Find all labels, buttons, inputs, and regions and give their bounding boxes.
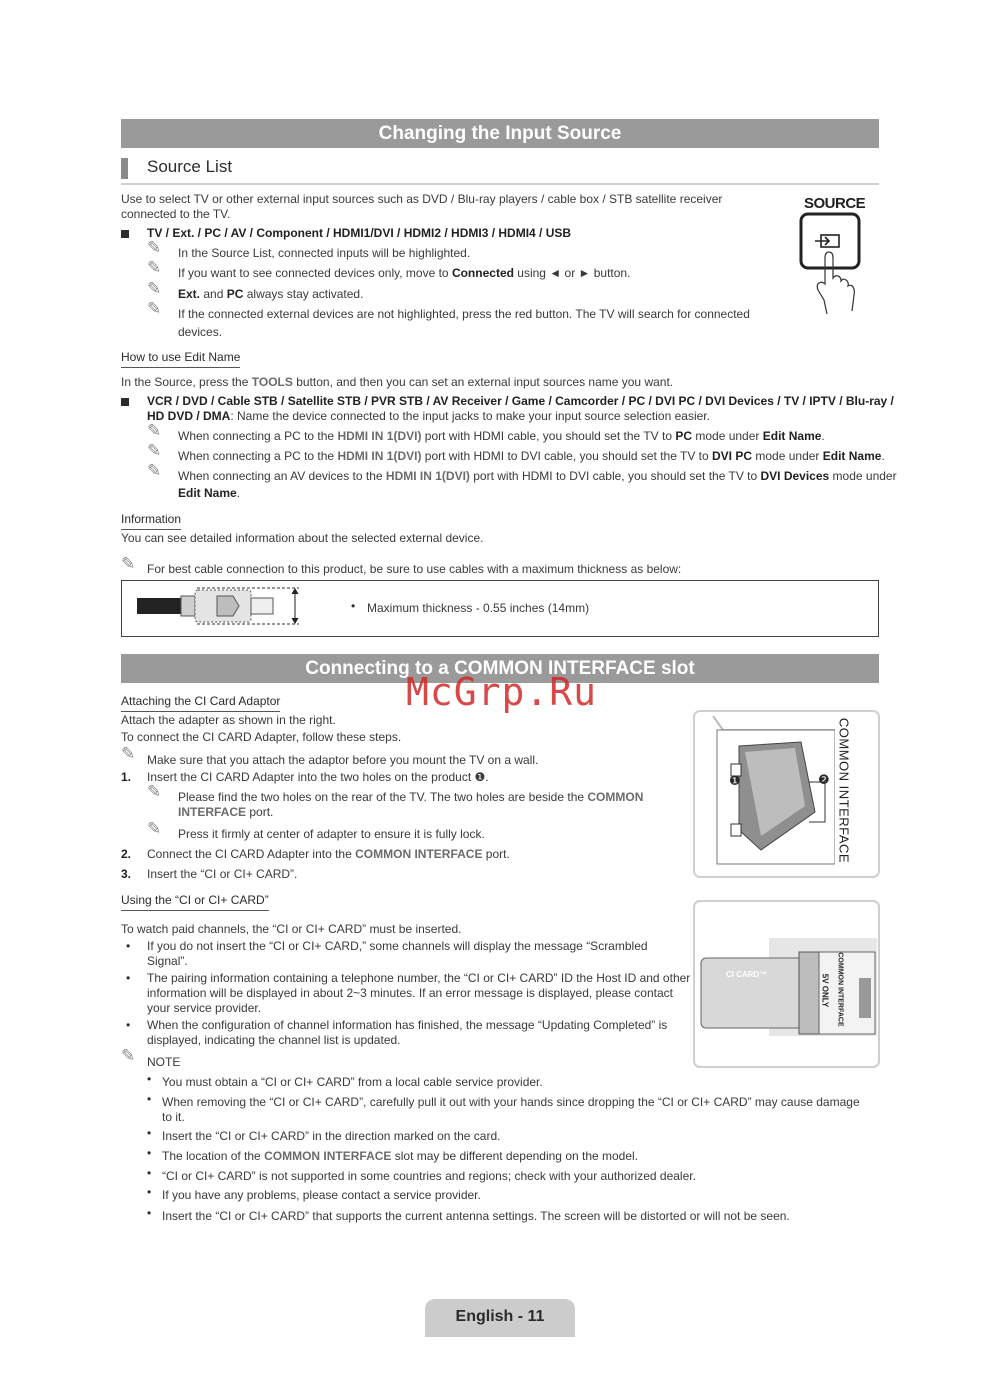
note-pencil-icon: ✎ — [147, 421, 162, 440]
edit-name-list-1: VCR / DVD / Cable STB / Satellite STB / PVR STB / AV Receiver / Game / Camcorder / PC / DVI PC / DVI Devices / TV / IPTV / Blu-ray / — [147, 394, 894, 408]
cable-note: For best cable connection to this product, be sure to use cables with a maximum thickness as below: — [147, 562, 682, 576]
note-pencil-icon: ✎ — [147, 299, 162, 318]
note-bullet-7: Insert the “CI or CI+ CARD” that supports the current antenna settings. The screen will be distorted or will not be seen. — [162, 1209, 790, 1223]
note-pencil-icon: ✎ — [147, 782, 162, 801]
note-always-active: Ext. and PC always stay activated. — [178, 287, 364, 301]
note-red-button-1: If the connected external devices are not highlighted, press the red button. The TV will search for connected — [178, 307, 750, 321]
ci-adapter-illustration — [705, 716, 835, 868]
note-pencil-icon: ✎ — [147, 461, 162, 480]
step-number: 3. — [121, 867, 132, 881]
step-number: 2. — [121, 847, 132, 861]
ci-card-illustration — [699, 938, 877, 1036]
bullet-dot: • — [126, 939, 131, 953]
note-pencil-icon: ✎ — [121, 744, 136, 763]
note-bullet-1: You must obtain a “CI or CI+ CARD” from a local cable service provider. — [162, 1075, 543, 1089]
note-pencil-icon: ✎ — [121, 1046, 136, 1065]
bullet-square — [121, 230, 129, 238]
using-bullet-2a: The pairing information containing a telephone number, the “CI or CI+ CARD” ID the Host ID and other — [147, 971, 691, 985]
bullet-dot: • — [126, 971, 131, 985]
watermark: McGrp.Ru — [406, 670, 598, 714]
using-bullet-3a: When the configuration of channel information has finished, the message “Updating Completed” is — [147, 1018, 668, 1032]
note-av-dvi-2: Edit Name. — [178, 486, 241, 500]
note-bullet-5: “CI or CI+ CARD” is not supported in some countries and regions; check with your authorized dealer. — [162, 1169, 696, 1183]
information-text: You can see detailed information about the selected external device. — [121, 531, 484, 545]
step-number: 1. — [121, 770, 132, 784]
note-connected: If you want to see connected devices only, move to Connected using ◄ or ► button. — [178, 266, 631, 280]
step-1-note-1b: INTERFACE port. — [178, 805, 274, 819]
intro-line-2: connected to the TV. — [121, 207, 231, 221]
note-pencil-icon: ✎ — [147, 258, 162, 277]
attach-text-1: Attach the adapter as shown in the right. — [121, 713, 336, 727]
step-3: Insert the “CI or CI+ CARD”. — [147, 867, 298, 881]
card-slot-label: COMMON INTERFACE — [836, 952, 844, 1027]
note-bullet-6: If you have any problems, please contact a service provider. — [162, 1188, 481, 1202]
note-pencil-icon: ✎ — [147, 819, 162, 838]
card-voltage-label: 5V ONLY — [820, 973, 830, 1008]
edit-name-heading: How to use Edit Name — [121, 350, 240, 368]
bullet-dot: • — [147, 1072, 152, 1086]
cable-plug-icon — [137, 586, 309, 630]
bullet-dot: • — [147, 1126, 152, 1140]
step-2: Connect the CI CARD Adapter into the COMMON INTERFACE port. — [147, 847, 510, 861]
edit-name-intro: In the Source, press the TOOLS button, and then you can set an external input sources name you want. — [121, 375, 674, 389]
note-bullet-2a: When removing the “CI or CI+ CARD”, carefully pull it out with your hands since dropping the “CI or CI+ CARD” may cause damage — [162, 1095, 860, 1109]
edit-name-list-2: HD DVD / DMA: Name the device connected to the input jacks to make your input source selection easier. — [147, 409, 710, 423]
note-pc-dvi: When connecting a PC to the HDMI IN 1(DVI) port with HDMI to DVI cable, you should set the TV to DVI PC mode under Edit Name. — [178, 449, 885, 463]
source-button-label: SOURCE — [804, 195, 866, 212]
bullet-dot: • — [126, 1018, 131, 1032]
step-1-note-2: Press it firmly at center of adapter to ensure it is fully lock. — [178, 827, 485, 841]
note-pencil-icon: ✎ — [147, 279, 162, 298]
bullet-dot: • — [351, 599, 356, 613]
subsection-heading — [121, 156, 879, 185]
source-list-items: TV / Ext. / PC / AV / Component / HDMI1/DVI / HDMI2 / HDMI3 / HDMI4 / USB — [147, 226, 572, 240]
bullet-dot: • — [147, 1146, 152, 1160]
common-interface-label: COMMON INTERFACE — [836, 717, 852, 864]
note-highlight: In the Source List, connected inputs will be highlighted. — [178, 246, 471, 260]
note-pencil-icon: ✎ — [121, 554, 136, 573]
note-pc-hdmi: When connecting a PC to the HDMI IN 1(DVI) port with HDMI cable, you should set the TV to PC mode under Edit Name. — [178, 429, 825, 443]
wall-mount-note: Make sure that you attach the adaptor before you mount the TV on a wall. — [147, 753, 539, 767]
note-label: NOTE — [147, 1055, 181, 1069]
step-1-note-1a: Please find the two holes on the rear of the TV. The two holes are beside the COMMON — [178, 790, 644, 804]
using-bullet-3b: displayed, indicating the channel list is updated. — [147, 1033, 401, 1047]
bullet-dot: • — [147, 1166, 152, 1180]
intro-line-1: Use to select TV or other external input sources such as DVD / Blu-ray players / cable box / STB satellite receiver — [121, 192, 723, 206]
note-pencil-icon: ✎ — [147, 238, 162, 257]
attach-heading: Attaching the CI Card Adaptor — [121, 694, 280, 712]
page-number-tab: English - 11 — [425, 1299, 575, 1337]
source-button-hand-icon — [795, 212, 875, 314]
section-title-common-interface: Connecting to a COMMON INTERFACE slot — [121, 654, 879, 683]
note-bullet-3: Insert the “CI or CI+ CARD” in the direction marked on the card. — [162, 1129, 501, 1143]
information-heading: Information — [121, 512, 181, 530]
using-bullet-2b: information will be displayed in about 2~3 minutes. If an error message is displayed, please contact — [147, 986, 673, 1000]
marker-1: ❶ — [729, 773, 741, 788]
note-av-dvi-1: When connecting an AV devices to the HDMI IN 1(DVI) port with HDMI to DVI cable, you should set the TV to DVI Devices mode under — [178, 469, 897, 483]
cable-max-thickness: Maximum thickness - 0.55 inches (14mm) — [367, 601, 590, 615]
bullet-square — [121, 398, 129, 406]
bullet-dot: • — [147, 1206, 152, 1220]
heading-bar — [121, 158, 128, 179]
using-bullet-1b: Signal”. — [147, 954, 188, 968]
attach-text-2: To connect the CI CARD Adapter, follow these steps. — [121, 730, 402, 744]
subsection-title: Source List — [147, 157, 233, 176]
using-card-intro: To watch paid channels, the “CI or CI+ CARD” must be inserted. — [121, 922, 462, 936]
using-card-heading: Using the “CI or CI+ CARD” — [121, 893, 269, 911]
note-red-button-2: devices. — [178, 325, 223, 339]
bullet-dot: • — [147, 1092, 152, 1106]
ci-card-text: CI CARD™ — [726, 970, 768, 979]
using-bullet-2c: your service provider. — [147, 1001, 262, 1015]
note-pencil-icon: ✎ — [147, 441, 162, 460]
note-bullet-2b: to it. — [162, 1110, 185, 1124]
marker-2: ❷ — [818, 772, 830, 787]
using-bullet-1a: If you do not insert the “CI or CI+ CARD,” some channels will display the message “Scrambled — [147, 939, 648, 953]
section-title-input-source: Changing the Input Source — [121, 119, 879, 148]
step-1: Insert the CI CARD Adapter into the two holes on the product ❶. — [147, 770, 489, 784]
bullet-dot: • — [147, 1185, 152, 1199]
note-bullet-4: The location of the COMMON INTERFACE slot may be different depending on the model. — [162, 1149, 639, 1163]
